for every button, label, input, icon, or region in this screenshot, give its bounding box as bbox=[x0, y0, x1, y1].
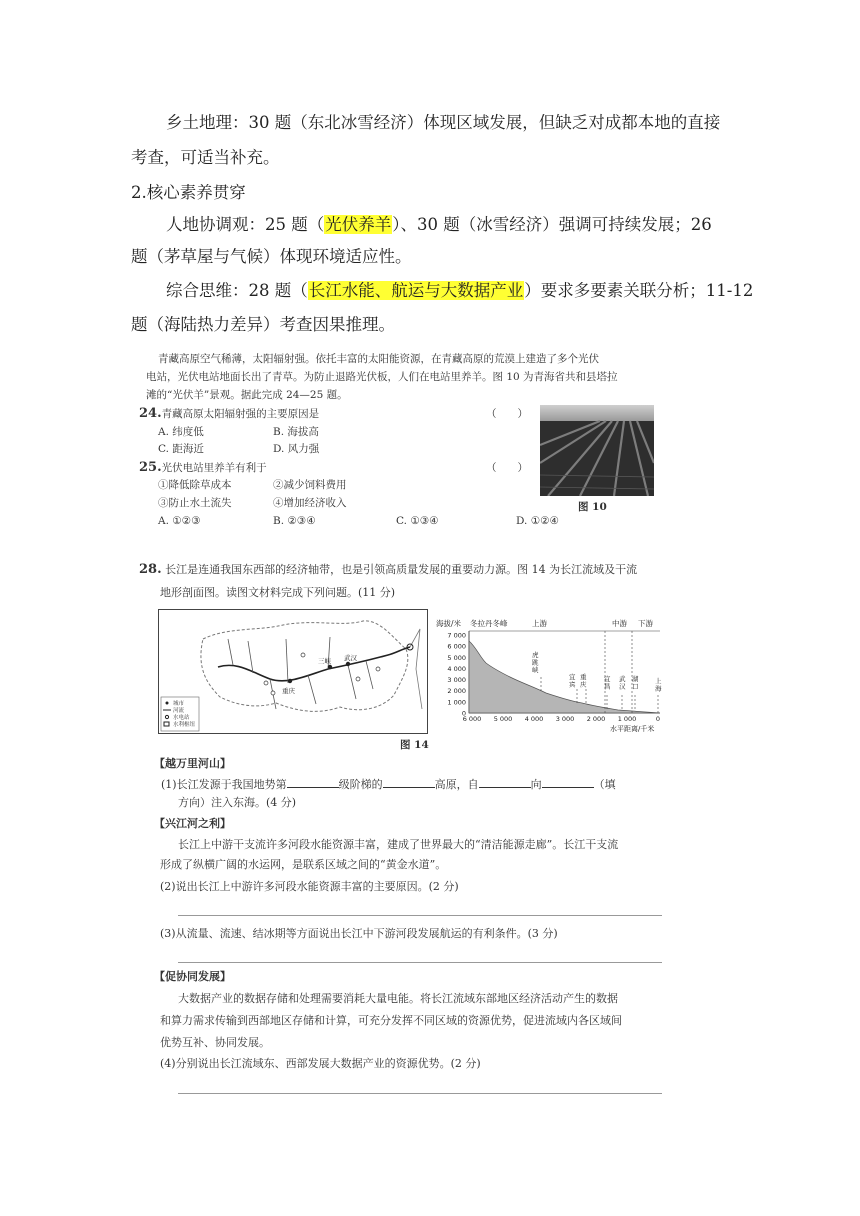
q25-statement-2: ②减少饲料费用 bbox=[273, 479, 347, 491]
figure-10-caption: 图 10 bbox=[578, 501, 607, 513]
q28-stem-1 bbox=[139, 561, 637, 579]
profile-peak-label: 冬拉丹冬峰 bbox=[470, 619, 508, 628]
text-run: ）要求多要素关联分析；11-12 bbox=[524, 281, 754, 300]
map-city-label: 重庆 bbox=[282, 687, 295, 695]
place-label: 湖口 bbox=[632, 675, 639, 691]
figure-14-caption: 图 14 bbox=[400, 739, 429, 751]
paragraph-harmony-line-2: 题（茅草屋与气候）体现环境适应性。 bbox=[131, 247, 412, 266]
q24-option-b: B. 海拔高 bbox=[273, 426, 319, 438]
x-tick-label: 0 bbox=[655, 715, 661, 723]
q25-question bbox=[139, 460, 267, 476]
place-label: 宜昌 bbox=[604, 675, 611, 691]
answer-line[interactable] bbox=[178, 915, 662, 916]
q24-stem-1: 青藏高原空气稀薄，太阳辐射强。依托丰富的太阳能资源，在青藏高原的荒漠上建造了多个光伏 bbox=[158, 353, 599, 365]
x-tick-label: 3 000 bbox=[555, 715, 575, 723]
q28-sub-4: (4)分别说出长江流域东、西部发展大数据产业的资源优势。(2 分) bbox=[160, 1057, 481, 1070]
legend-label: 水利枢纽 bbox=[173, 722, 196, 728]
material-1-line-2: 形成了纵横广阔的水运网，是联系区域之间的“黄金水道”。 bbox=[160, 858, 447, 871]
section-heading-2: 【兴江河之利】 bbox=[154, 817, 231, 830]
legend-city-icon bbox=[166, 702, 169, 705]
place-label: 宜宾 bbox=[569, 673, 576, 689]
q25-option-a: A. ①②③ bbox=[158, 515, 201, 527]
q28-sub-1 bbox=[161, 775, 616, 794]
answer-blank[interactable] bbox=[479, 775, 531, 788]
text-run: 高原，自 bbox=[434, 778, 479, 791]
y-tick-label: 7 000 bbox=[447, 631, 466, 640]
intro-line-1: 乡土地理：30 题（东北冰雪经济）体现区域发展，但缺乏对成都本地的直接 bbox=[166, 113, 721, 132]
answer-blank[interactable] bbox=[287, 775, 339, 788]
y-tick-label: 1 000 bbox=[447, 698, 466, 707]
answer-line[interactable] bbox=[178, 962, 662, 963]
question-text: 光伏电站里养羊有利于 bbox=[161, 462, 267, 474]
q24-stem-2: 电站，光伏电站地面长出了青草。为防止退路光伏板，人们在电站里养羊。图 10 为青海省共和县塔拉 bbox=[146, 371, 618, 383]
q25-option-d: D. ①②④ bbox=[516, 515, 559, 527]
profile-place-labels bbox=[532, 650, 662, 693]
profile-section-label: 中游 bbox=[612, 619, 627, 628]
q24-answer-paren: （ ） bbox=[486, 408, 528, 420]
text-run: 综合思维：28 题（ bbox=[166, 281, 308, 300]
y-tick-label: 2 000 bbox=[447, 687, 466, 696]
place-label: 武汉 bbox=[619, 675, 626, 691]
y-tick-label: 3 000 bbox=[447, 676, 466, 685]
q24-stem-3: 滩的“光伏羊”景观。据此完成 24—25 题。 bbox=[146, 389, 348, 401]
section-heading: 2.核心素养贯穿 bbox=[131, 183, 246, 202]
legend-label: 河流 bbox=[173, 708, 185, 714]
legend-label: 水电站 bbox=[173, 715, 190, 721]
answer-line[interactable] bbox=[178, 1093, 662, 1094]
q24-option-c: C. 距海近 bbox=[158, 443, 204, 455]
paragraph-thinking-line-2: 题（海陆热力差异）考查因果推理。 bbox=[131, 315, 395, 334]
y-tick-label: 6 000 bbox=[447, 642, 466, 651]
q25-answer-paren: （ ） bbox=[486, 462, 528, 474]
answer-blank[interactable] bbox=[383, 775, 435, 788]
q25-statement-4: ④增加经济收入 bbox=[273, 497, 347, 509]
q24-option-d: D. 风力强 bbox=[273, 443, 320, 455]
text-run: 向 bbox=[530, 778, 542, 791]
profile-section-label: 上游 bbox=[532, 619, 547, 628]
q25-statement-3: ③防止水土流失 bbox=[158, 497, 232, 509]
map-city-label: 三峡 bbox=[318, 657, 331, 665]
question-text: 青藏高原太阳辐射强的主要原因是 bbox=[161, 408, 320, 420]
text-run: 人地协调观：25 题（ bbox=[166, 215, 325, 234]
place-label: 虎跳峡 bbox=[532, 651, 539, 674]
x-tick-label: 6 000 bbox=[462, 715, 482, 723]
q28-sub-1-line-2: 方向）注入东海。(4 分) bbox=[178, 796, 297, 809]
x-tick-label: 4 000 bbox=[524, 715, 544, 723]
question-number: 25. bbox=[139, 460, 162, 475]
material-2-line-2: 和算力需求传输到西部地区存储和计算，可充分发挥不同区域的资源优势，促进流域内各区域间 bbox=[160, 1014, 622, 1027]
question-number: 28. bbox=[139, 562, 162, 577]
highlight-pv-sheep: 光伏养羊 bbox=[325, 215, 392, 234]
q28-stem-2: 地形剖面图。读图文材料完成下列问题。(11 分) bbox=[160, 586, 396, 599]
y-tick-label: 0 bbox=[461, 709, 466, 718]
y-tick-label: 5 000 bbox=[447, 653, 466, 662]
y-tick-label: 4 000 bbox=[447, 664, 466, 673]
x-tick-label: 1 000 bbox=[617, 715, 637, 723]
q28-sub-3: (3)从流量、流速、结冰期等方面说出长江中下游河段发展航运的有利条件。(3 分) bbox=[160, 927, 558, 940]
map-city-label: 武汉 bbox=[344, 654, 357, 662]
intro-line-2: 考查，可适当补充。 bbox=[131, 148, 280, 167]
text-run: （填 bbox=[593, 778, 616, 791]
profile-section-label: 下游 bbox=[638, 619, 653, 628]
text-run: 级阶梯的 bbox=[338, 778, 383, 791]
place-label: 上海 bbox=[655, 677, 662, 693]
yangtze-basin-map bbox=[158, 609, 428, 734]
x-tick-label: 5 000 bbox=[493, 715, 513, 723]
q25-option-b: B. ②③④ bbox=[273, 515, 316, 527]
legend-label: 城市 bbox=[173, 701, 185, 707]
profile-x-ticks bbox=[463, 715, 660, 723]
profile-x-axis-label: 水平距离/千米 bbox=[610, 725, 655, 733]
q25-statement-1: ①降低除草成本 bbox=[158, 479, 232, 491]
q25-option-c: C. ①③④ bbox=[396, 515, 439, 527]
question-number: 24. bbox=[139, 406, 162, 421]
material-2-line-3: 优势互补、协同发展。 bbox=[160, 1036, 270, 1049]
q28-sub-2: (2)说出长江上中游许多河段水能资源丰富的主要原因。(2 分) bbox=[160, 880, 459, 893]
section-heading-3: 【促协同发展】 bbox=[154, 970, 231, 983]
highlight-yangtze: 长江水能、航运与大数据产业 bbox=[308, 281, 524, 300]
answer-blank[interactable] bbox=[542, 775, 594, 788]
text-run: ）、30 题（冰雪经济）强调可持续发展；26 bbox=[392, 215, 712, 234]
profile-y-ticks bbox=[447, 632, 466, 718]
paragraph-harmony bbox=[166, 210, 712, 240]
material-2-line-1: 大数据产业的数据存储和处理需要消耗大量电能。将长江流域东部地区经济活动产生的数据 bbox=[178, 992, 618, 1005]
paragraph-thinking bbox=[166, 276, 753, 306]
profile-y-axis-label: 海拔/米 bbox=[436, 619, 462, 628]
q24-option-a: A. 纬度低 bbox=[158, 426, 204, 438]
text-run: (1)长江发源于我国地势第 bbox=[161, 778, 287, 791]
q24-question bbox=[139, 406, 319, 422]
figure-10-photo bbox=[540, 405, 654, 496]
question-text: 长江是连通我国东西部的经济轴带，也是引领高质量发展的重要动力源。图 14 为长江流域及干流 bbox=[165, 563, 638, 576]
material-1-line-1: 长江上中游干支流许多河段水能资源丰富，建成了世界最大的“清洁能源走廊”。长江干支流 bbox=[178, 838, 619, 851]
x-tick-label: 2 000 bbox=[586, 715, 606, 723]
place-label: 重庆 bbox=[580, 673, 587, 689]
yangtze-profile-chart bbox=[436, 617, 670, 739]
section-heading-1: 【越万里河山】 bbox=[154, 757, 231, 770]
